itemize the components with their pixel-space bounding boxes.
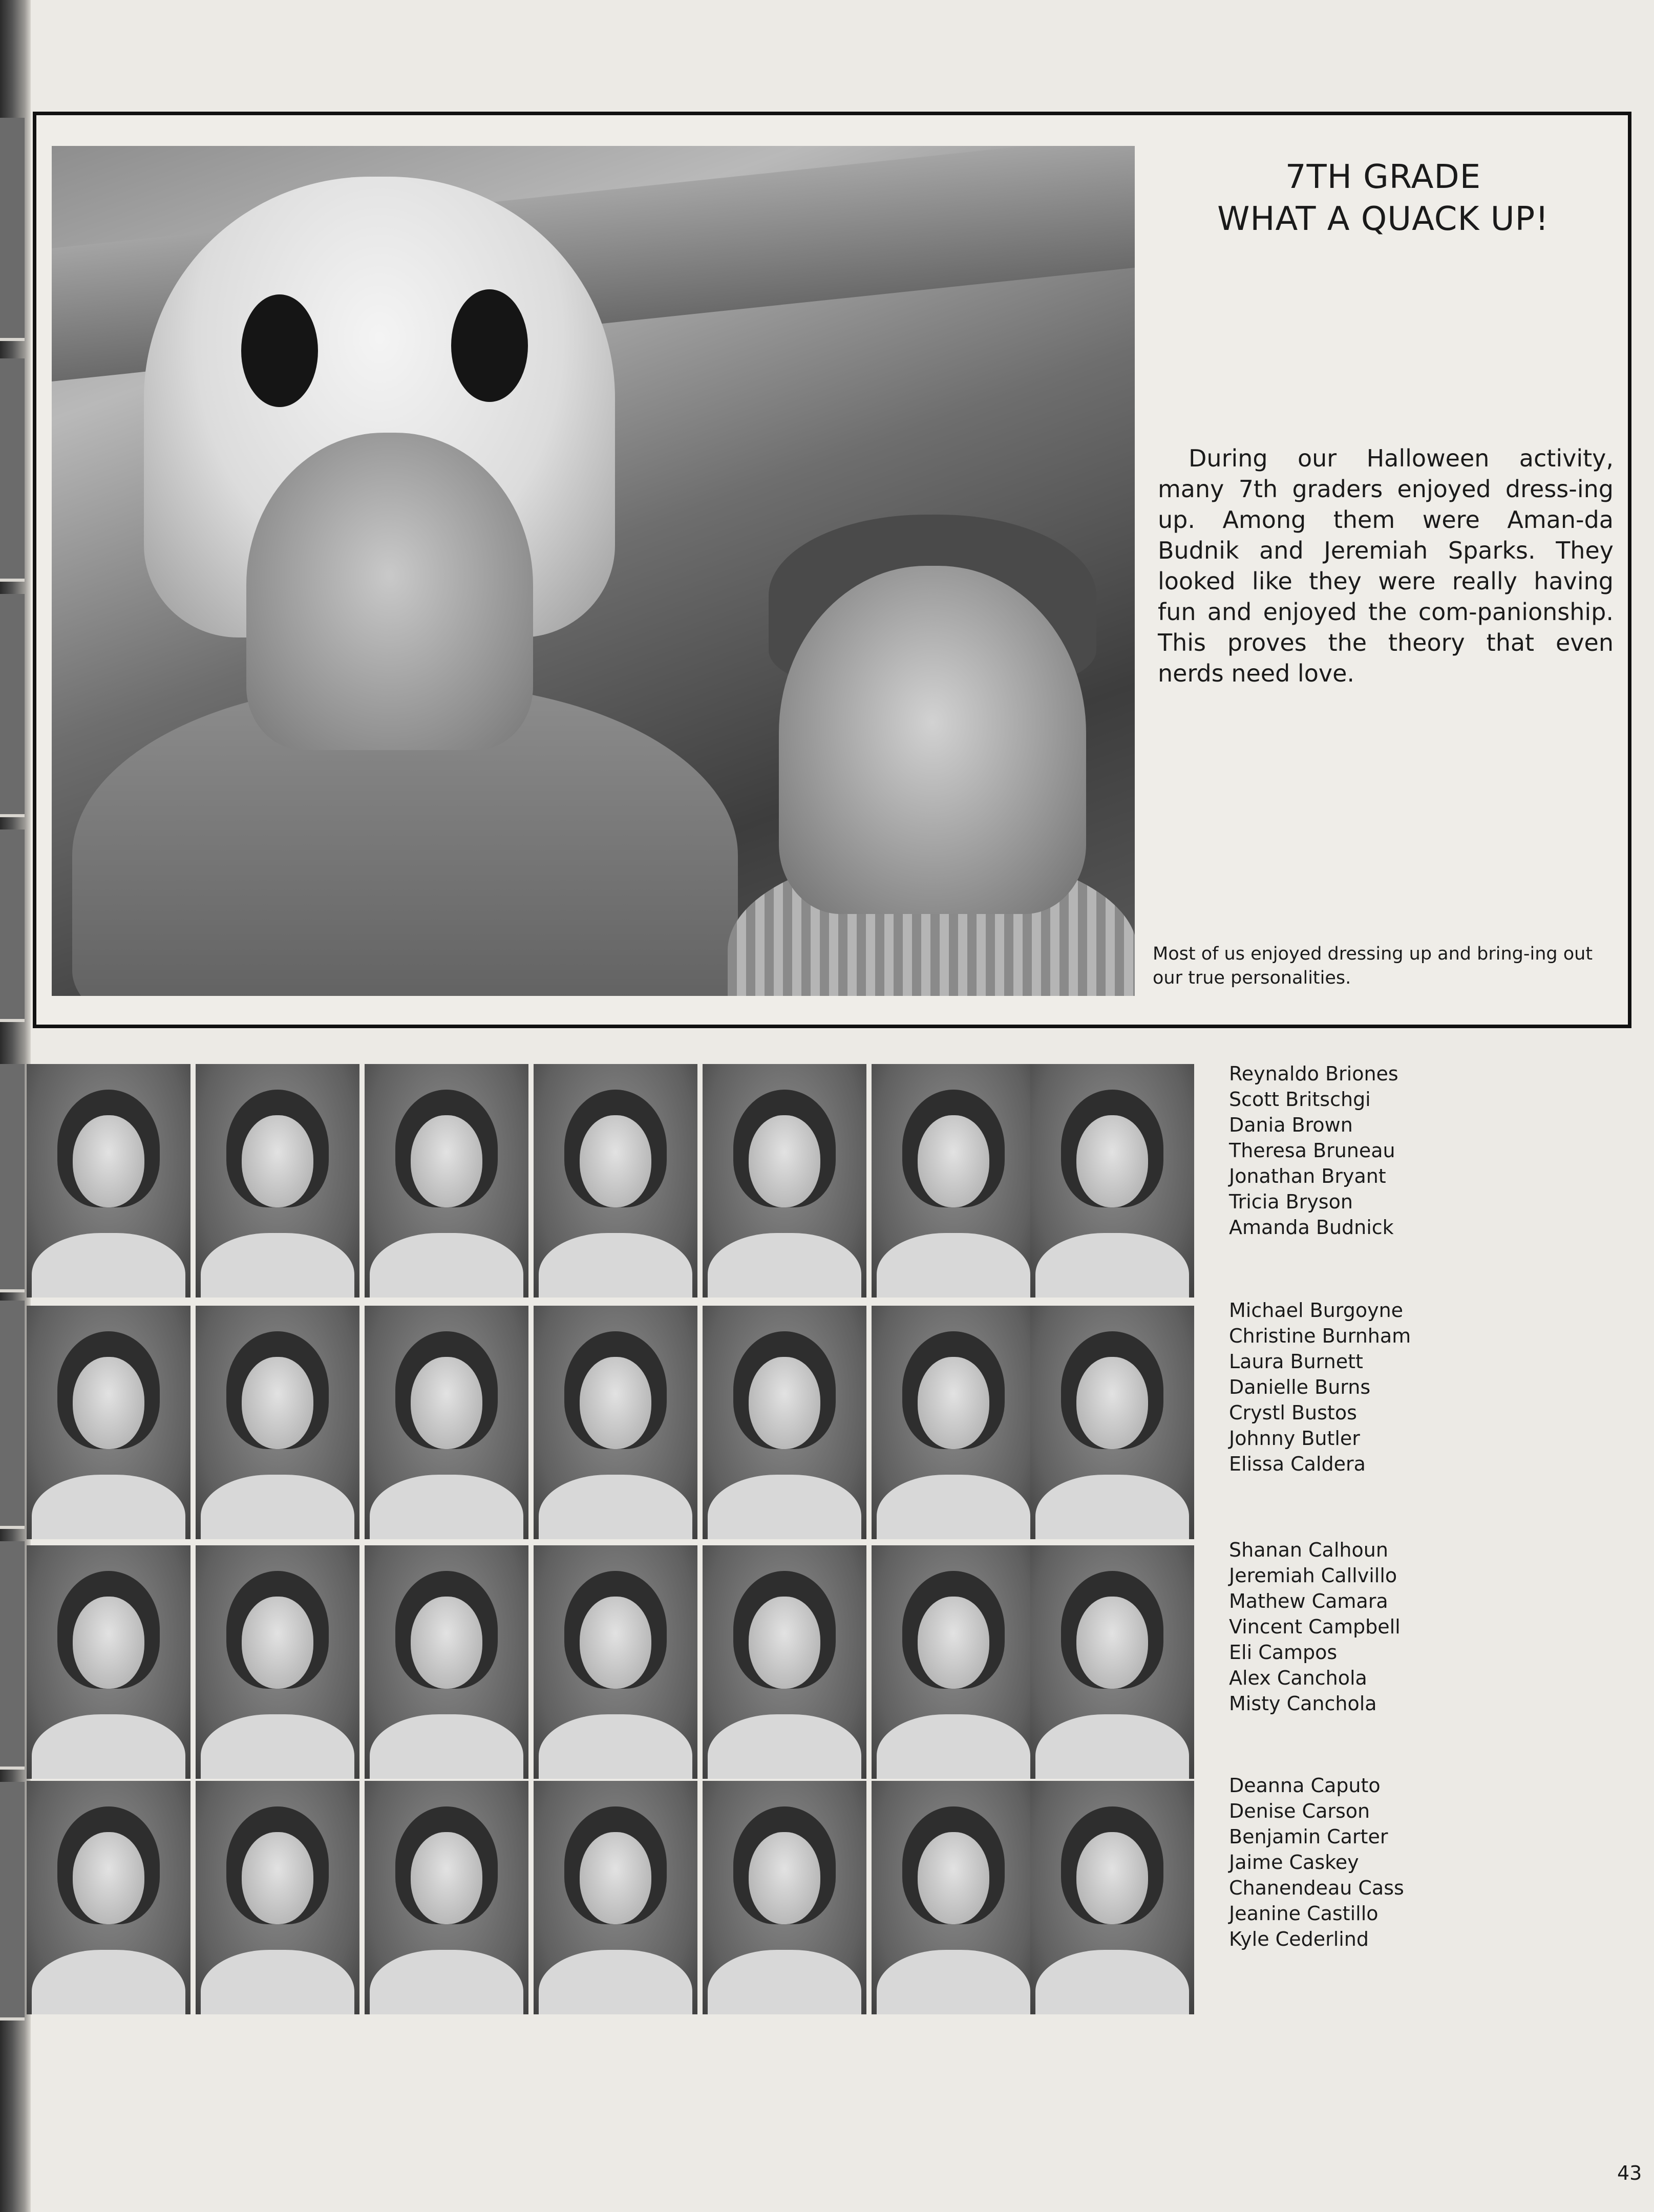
student-portrait <box>196 1306 359 1539</box>
student-name: Jeremiah Callvillo <box>1229 1564 1397 1587</box>
student-portrait <box>365 1064 528 1298</box>
student-name: Vincent Campbell <box>1229 1615 1401 1638</box>
student-name: Jaime Caskey <box>1229 1851 1359 1874</box>
student-name: Laura Burnett <box>1229 1350 1363 1373</box>
feature-headline <box>1153 156 1614 240</box>
student-name: Jeanine Castillo <box>1229 1902 1379 1925</box>
student-portrait <box>365 1781 528 2014</box>
student-name: Eli Campos <box>1229 1641 1338 1664</box>
student-name: Benjamin Carter <box>1229 1825 1388 1848</box>
gutter-photo-strip <box>0 1541 25 1770</box>
photo-boy-face <box>779 566 1086 914</box>
student-name: Tricia Bryson <box>1229 1190 1353 1213</box>
student-name: Shanan Calhoun <box>1229 1539 1388 1561</box>
portrait-row <box>27 1545 1194 1781</box>
gutter-photo-strip <box>0 1782 25 2020</box>
student-name: Johnny Butler <box>1229 1427 1360 1450</box>
gutter-photo-strip <box>0 1301 25 1529</box>
student-portrait <box>872 1781 1035 2014</box>
student-portrait <box>27 1306 190 1539</box>
student-name: Christine Burnham <box>1229 1325 1411 1347</box>
gutter-photo-strip <box>0 830 25 1022</box>
student-name: Danielle Burns <box>1229 1376 1371 1398</box>
headline-line-2: WHAT A QUACK UP! <box>1217 200 1549 238</box>
portrait-row <box>27 1064 1194 1300</box>
student-portrait <box>27 1781 190 2014</box>
student-portrait <box>1030 1545 1194 1779</box>
student-name: Alex Canchola <box>1229 1667 1367 1689</box>
student-name: Crystl Bustos <box>1229 1401 1357 1424</box>
photo-duck-eye <box>241 294 318 407</box>
student-portrait <box>872 1306 1035 1539</box>
page-number: 43 <box>1617 2162 1642 2184</box>
name-list-row-4 <box>1229 1773 1475 1952</box>
student-portrait <box>365 1306 528 1539</box>
gutter-photo-strip <box>0 1064 25 1292</box>
student-portrait <box>703 1306 866 1539</box>
student-name: Denise Carson <box>1229 1800 1370 1822</box>
student-name: Elissa Caldera <box>1229 1453 1366 1475</box>
portrait-row <box>27 1306 1194 1541</box>
student-name: Scott Britschgi <box>1229 1088 1371 1111</box>
gutter-photo-strip <box>0 594 25 817</box>
binding-gutter <box>0 0 31 2212</box>
student-portrait <box>27 1064 190 1298</box>
portrait-row <box>27 1781 1194 2016</box>
student-portrait <box>1030 1306 1194 1539</box>
student-portrait <box>703 1781 866 2014</box>
feature-text-area <box>1153 115 1629 1025</box>
student-portrait <box>872 1545 1035 1779</box>
student-portrait <box>872 1064 1035 1298</box>
feature-box <box>33 112 1631 1028</box>
student-portrait <box>703 1064 866 1298</box>
student-name: Michael Burgoyne <box>1229 1299 1404 1322</box>
student-portrait <box>27 1545 190 1779</box>
student-portrait <box>534 1781 697 2014</box>
name-list-row-2 <box>1229 1298 1475 1477</box>
halloween-costume-photo <box>52 146 1135 996</box>
student-name: Jonathan Bryant <box>1229 1165 1386 1187</box>
student-portrait <box>703 1545 866 1779</box>
student-portrait <box>1030 1064 1194 1298</box>
photo-girl-face <box>246 433 533 750</box>
gutter-photo-strip <box>0 358 25 582</box>
student-name: Amanda Budnick <box>1229 1216 1394 1239</box>
student-name: Mathew Camara <box>1229 1590 1388 1612</box>
student-portrait <box>196 1545 359 1779</box>
headline-line-1: 7TH GRADE <box>1285 158 1481 196</box>
student-portrait <box>365 1545 528 1779</box>
student-name: Theresa Bruneau <box>1229 1139 1395 1162</box>
student-name: Dania Brown <box>1229 1114 1353 1136</box>
photo-caption: Most of us enjoyed dressing up and bring-ing out our true personalities. <box>1153 944 1593 988</box>
student-portrait <box>196 1781 359 2014</box>
student-name: Deanna Caputo <box>1229 1774 1381 1797</box>
student-portrait <box>196 1064 359 1298</box>
photo-duck-eye <box>451 289 528 402</box>
portrait-grid <box>27 1064 1194 2027</box>
student-name: Kyle Cederlind <box>1229 1928 1369 1950</box>
student-name: Misty Canchola <box>1229 1692 1377 1715</box>
name-list-row-3 <box>1229 1537 1475 1716</box>
student-name: Reynaldo Briones <box>1229 1062 1398 1085</box>
student-portrait <box>534 1064 697 1298</box>
gutter-photo-strip <box>0 118 25 341</box>
student-portrait <box>534 1306 697 1539</box>
student-name: Chanendeau Cass <box>1229 1877 1404 1899</box>
feature-body-text: During our Halloween activity, many 7th graders enjoyed dress-ing up. Among them were Aman-da Budnik and Jeremiah Sparks. They looked like they were really having fun and enjoyed the com-panionship. This proves the theory that even nerds need love. <box>1158 444 1614 687</box>
student-portrait <box>534 1545 697 1779</box>
student-portrait <box>1030 1781 1194 2014</box>
name-list-row-1 <box>1229 1061 1475 1240</box>
